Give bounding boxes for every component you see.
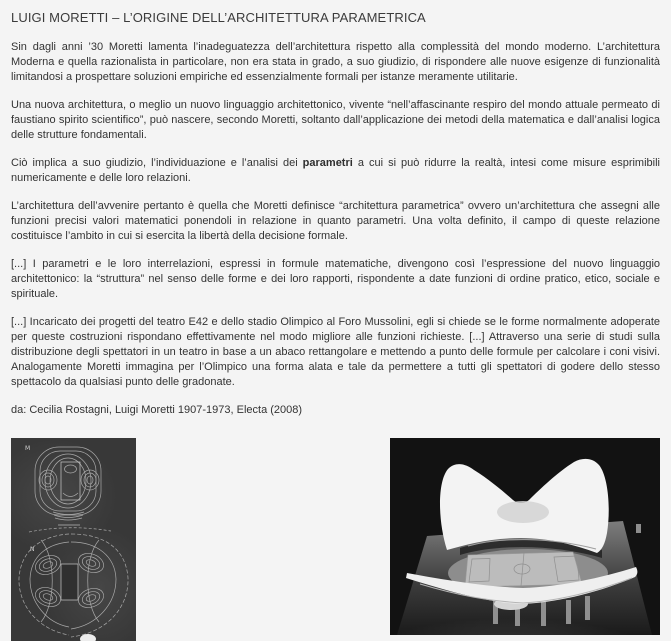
paragraph-4: L’architettura dell’avvenire pertanto è quella che Moretti definisce “architettura parametrica” ovvero un’architettura che assegni alle funzioni precisi valori matematici ponendoli in relazione in quanto parametri. Una volta definito, il campo di queste relazione costituisce l’ambito in cui si esercita la libertà della decisione formale. bbox=[11, 200, 660, 242]
shell-inner-shading bbox=[497, 501, 549, 523]
page-title: LUIGI MORETTI – L’ORIGINE DELL’ARCHITETTURA PARAMETRICA bbox=[11, 10, 426, 25]
paragraph-3-lead: Ciò implica a suo giudizio, l’individuazione e l’analisi dei bbox=[11, 157, 303, 169]
diagram-label-n: N bbox=[30, 546, 35, 553]
stadium-model-photo-figure bbox=[390, 438, 660, 635]
paragraph-1: Sin dagli anni ’30 Moretti lamenta l’inadeguatezza dell’architettura rispetto alla complessità del mondo moderno. L’architettura Moderna e quella razionalista in particolare, non era stata in grado, a suo giudizio, di rispondere alle nuove esigenze di funzionalità limitandosi a prospettare soluzioni empiriche ed essenzialmente formali per istanze meramente utilitarie. bbox=[11, 41, 660, 83]
stadium-model-image bbox=[390, 438, 660, 635]
paragraph-2: Una nuova architettura, o meglio un nuovo linguaggio architettonico, vivente “nell’affascinante respiro del mondo attuale permeato di faustiano spirito scientifico”, può nascere, secondo Moretti, soltanto dall’applicazione dei metodi della matematica e dall’analisi logica delle strutture fondamentali. bbox=[11, 99, 660, 141]
figure-row bbox=[11, 438, 660, 641]
bold-term-parametri: parametri bbox=[302, 157, 353, 169]
diagram-label-m: M bbox=[25, 445, 31, 452]
paragraph-6: [...] Incaricato dei progetti del teatro E42 e dello stadio Olimpico al Foro Mussolini, egli si chiede se le forme normalmente adoperate per queste costruzioni rispondano effettivamente nel modo migliore alle funzioni richieste. [...] Attraverso una serie di studi sulla distribuzione degli spettatori in un teatro in base a un abaco rettangolare e mettendo a punto delle formule per calcolare i coni visivi. Analogamente Moretti immagina per l’Olimpico una forma alata e tale da permettere a tutti gli spettatori di godere dello stesso spettacolo da qualsiasi punto delle gradonate. bbox=[11, 316, 660, 388]
source-citation: da: Cecilia Rostagni, Luigi Moretti 1907-1973, Electa (2008) bbox=[11, 404, 303, 416]
paragraph-5: [...] I parametri e le loro interrelazioni, espressi in formule matematiche, divengono così l’espressione del nuovo linguaggio architettonico: la “struttura” nel senso delle forme e dei loro rapporti, rispondente a date funzioni di ordine pratico, etico, sociale e spirituale. bbox=[11, 258, 660, 300]
contour-diagram-image bbox=[11, 438, 136, 641]
plinth-edge-mark bbox=[636, 524, 641, 533]
paragraph-3-rest: a cui si può ridurre la realtà, intesi come misure esprimibili numericamente e delle loro relazioni. bbox=[11, 157, 660, 184]
isovisibility-contour-diagrams-figure bbox=[11, 438, 136, 641]
soccer-pitch bbox=[465, 552, 582, 587]
paragraph-3 bbox=[11, 156, 660, 186]
